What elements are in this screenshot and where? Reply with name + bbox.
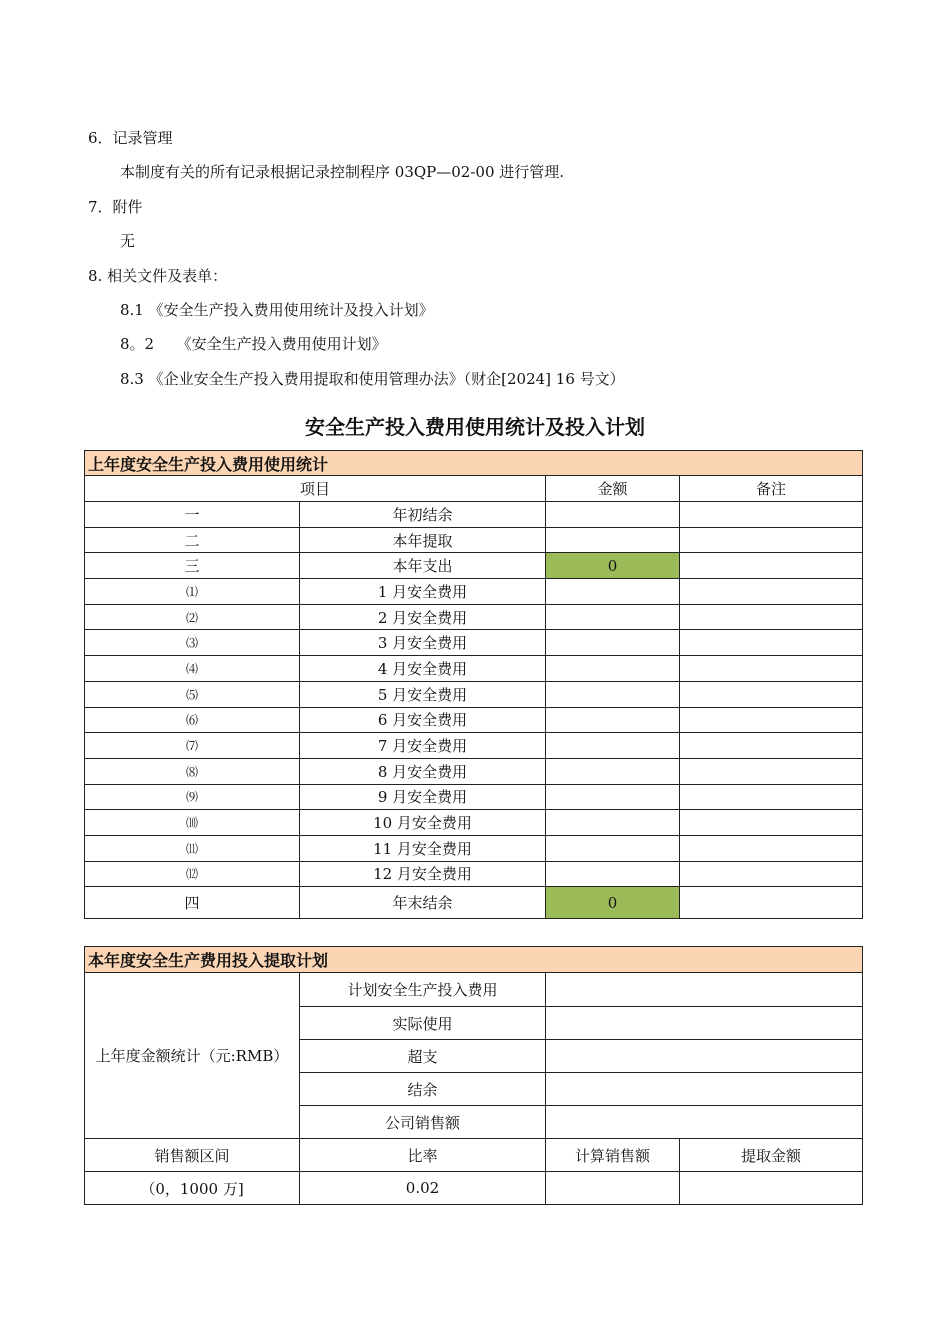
table1-row-item: 1 月安全费用 (300, 579, 546, 605)
table-row (85, 656, 863, 682)
table1-row-item: 年初结余 (300, 502, 546, 528)
table-row (85, 810, 863, 836)
table-row (85, 861, 863, 887)
table1-row-note[interactable] (680, 861, 863, 887)
table1-section-title: 上年度安全生产投入费用使用统计 (85, 451, 863, 476)
table1-row-amount[interactable] (546, 656, 680, 682)
table1-row-num: 四 (85, 887, 300, 919)
table1-row-amount[interactable]: 0 (546, 553, 680, 579)
table1-row-num: 三 (85, 553, 300, 579)
table1-row-num: ⑿ (85, 861, 300, 887)
document-title: 安全生产投入费用使用统计及投入计划 (305, 415, 645, 439)
table2-row-range: （0，1000 万] (85, 1172, 300, 1205)
table1-row-note[interactable] (680, 579, 863, 605)
usage-statistics-table (84, 450, 863, 919)
table-row (85, 733, 863, 759)
table-row (85, 579, 863, 605)
table1-row-item: 5 月安全费用 (300, 681, 546, 707)
table2-group-row-label: 结余 (300, 1073, 546, 1106)
table1-row-note[interactable] (680, 733, 863, 759)
table-row (85, 835, 863, 861)
section-8-item-3: 8.3 《企业安全生产投入费用提取和使用管理办法》（财企[2024] 16 号文） (120, 370, 625, 388)
table-row (85, 681, 863, 707)
table1-row-amount[interactable] (546, 707, 680, 733)
section-8-item-2: 8。2 《安全生产投入费用使用计划》 (120, 335, 387, 353)
table1-row-num: ⑵ (85, 604, 300, 630)
table1-row-amount[interactable] (546, 758, 680, 784)
table1-row-note[interactable] (680, 553, 863, 579)
table1-row-note[interactable] (680, 835, 863, 861)
table2-group-row-value[interactable] (546, 1040, 863, 1073)
table1-row-item: 4 月安全费用 (300, 656, 546, 682)
section-7-body: 无 (120, 232, 136, 250)
table1-row-note[interactable] (680, 630, 863, 656)
investment-plan-table (84, 946, 863, 1205)
table1-row-note[interactable] (680, 681, 863, 707)
table1-row-amount[interactable] (546, 835, 680, 861)
section-7-heading: 7．附件 (88, 198, 143, 216)
table2-group-row-value[interactable] (546, 973, 863, 1007)
table1-row-amount[interactable] (546, 681, 680, 707)
table2-row-calc[interactable] (546, 1172, 680, 1205)
table1-row-num: ⑹ (85, 707, 300, 733)
section-6-heading: 6．记录管理 (88, 129, 173, 147)
table-row (85, 707, 863, 733)
table1-row-note[interactable] (680, 527, 863, 553)
table1-row-item: 9 月安全费用 (300, 784, 546, 810)
table2-group-label: 上年度金额统计（元:RMB） (85, 973, 300, 1139)
table1-row-num: ⑾ (85, 835, 300, 861)
table2-header-calc: 计算销售额 (546, 1139, 680, 1172)
table1-row-item: 10 月安全费用 (300, 810, 546, 836)
table1-header-amount: 金额 (546, 476, 680, 502)
table1-row-note[interactable] (680, 784, 863, 810)
table1-row-amount[interactable] (546, 861, 680, 887)
table1-row-num: ⑸ (85, 681, 300, 707)
table2-group-row-label: 计划安全生产投入费用 (300, 973, 546, 1007)
table1-row-item: 12 月安全费用 (300, 861, 546, 887)
table1-row-note[interactable] (680, 656, 863, 682)
table1-header-item: 项目 (85, 476, 546, 502)
table1-row-amount[interactable] (546, 630, 680, 656)
table1-row-amount[interactable] (546, 502, 680, 528)
table-row (85, 527, 863, 553)
table1-row-num: ⑼ (85, 784, 300, 810)
table1-row-amount[interactable] (546, 579, 680, 605)
table1-row-num: ⑺ (85, 733, 300, 759)
table2-group-row-label: 公司销售额 (300, 1106, 546, 1139)
table1-row-note[interactable] (680, 502, 863, 528)
table1-row-num: ⑴ (85, 579, 300, 605)
table-row (85, 553, 863, 579)
table1-row-amount[interactable] (546, 733, 680, 759)
table1-row-amount[interactable] (546, 810, 680, 836)
table1-row-num: ⑶ (85, 630, 300, 656)
table1-row-item: 7 月安全费用 (300, 733, 546, 759)
table1-row-note[interactable] (680, 810, 863, 836)
table1-row-note[interactable] (680, 707, 863, 733)
table2-group-row-label: 实际使用 (300, 1007, 546, 1040)
table1-row-num: 二 (85, 527, 300, 553)
section-8-heading: 8. 相关文件及表单： (88, 267, 228, 285)
table1-row-num: 一 (85, 502, 300, 528)
table2-group-row-value[interactable] (546, 1007, 863, 1040)
table-row (85, 630, 863, 656)
table1-row-amount[interactable] (546, 527, 680, 553)
table2-group-row-value[interactable] (546, 1073, 863, 1106)
table1-row-note[interactable] (680, 758, 863, 784)
table2-group-row-value[interactable] (546, 1106, 863, 1139)
table2-group-row-label: 超支 (300, 1040, 546, 1073)
table1-row-item: 6 月安全费用 (300, 707, 546, 733)
table1-row-item: 2 月安全费用 (300, 604, 546, 630)
table1-row-item: 本年支出 (300, 553, 546, 579)
table1-row-item: 11 月安全费用 (300, 835, 546, 861)
table2-section-title: 本年度安全生产费用投入提取计划 (85, 947, 863, 973)
table2-row-amount[interactable] (680, 1172, 863, 1205)
table1-header-note: 备注 (680, 476, 863, 502)
table-row (85, 784, 863, 810)
table-row (85, 604, 863, 630)
table1-row-note[interactable] (680, 604, 863, 630)
table1-row-amount[interactable]: 0 (546, 887, 680, 919)
table2-header-rate: 比率 (300, 1139, 546, 1172)
table1-row-num: ⑷ (85, 656, 300, 682)
table1-row-item: 年末结余 (300, 887, 546, 919)
table-row (85, 502, 863, 528)
table1-row-num: ⑽ (85, 810, 300, 836)
table1-row-item: 本年提取 (300, 527, 546, 553)
table1-row-num: ⑻ (85, 758, 300, 784)
table1-row-note[interactable] (680, 887, 863, 919)
table-row (85, 1172, 863, 1205)
table1-row-amount[interactable] (546, 604, 680, 630)
table1-row-item: 8 月安全费用 (300, 758, 546, 784)
table2-header-range: 销售额区间 (85, 1139, 300, 1172)
section-8-item-1: 8.1 《安全生产投入费用使用统计及投入计划》 (120, 301, 434, 319)
table2-row-rate: 0.02 (300, 1172, 546, 1205)
table2-header-amount: 提取金额 (680, 1139, 863, 1172)
table-row (85, 887, 863, 919)
section-6-body: 本制度有关的所有记录根据记录控制程序 03QP—02-00 进行管理. (120, 163, 565, 181)
table-row (85, 758, 863, 784)
table1-row-item: 3 月安全费用 (300, 630, 546, 656)
table1-row-amount[interactable] (546, 784, 680, 810)
